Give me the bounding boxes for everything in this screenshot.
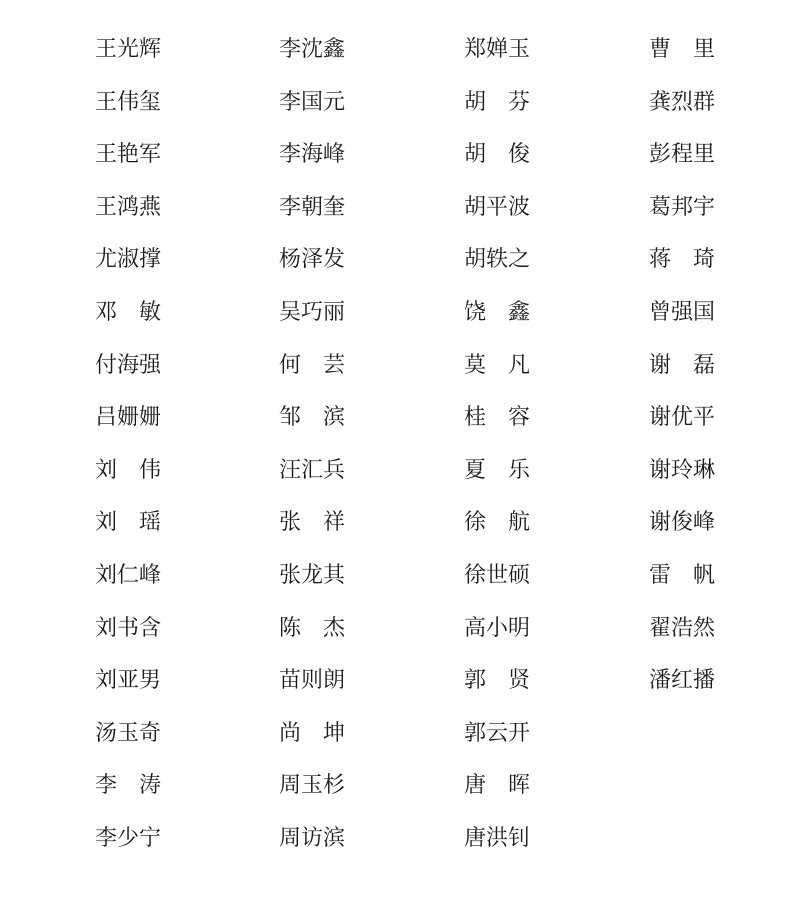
name-entry: 龚烈群 [649, 89, 716, 115]
name-entry: 李国元 [279, 89, 346, 115]
name-entry: 胡平波 [464, 194, 531, 220]
name-entry: 谢 磊 [649, 352, 716, 378]
name-entry: 刘书含 [95, 615, 162, 641]
name-entry: 夏 乐 [464, 457, 531, 483]
name-entry: 汪汇兵 [279, 457, 346, 483]
name-entry: 胡轶之 [464, 247, 531, 273]
name-entry: 刘仁峰 [95, 562, 162, 588]
name-entry: 唐洪钊 [464, 825, 531, 851]
name-entry: 李 涛 [95, 773, 162, 799]
name-entry: 吕姗姗 [95, 405, 162, 431]
name-entry: 苗则朗 [279, 668, 346, 694]
name-entry: 雷 帆 [649, 562, 716, 588]
name-entry: 张龙其 [279, 562, 346, 588]
name-entry: 蒋 琦 [649, 247, 716, 273]
name-entry: 邹 滨 [279, 405, 346, 431]
name-entry: 李朝奎 [279, 194, 346, 220]
name-column-1 [95, 24, 205, 866]
name-entry: 李海峰 [279, 142, 346, 168]
name-entry: 潘红播 [649, 668, 716, 694]
name-entry: 翟浩然 [649, 615, 716, 641]
name-entry: 葛邦宇 [649, 194, 716, 220]
name-entry: 王艳军 [95, 142, 162, 168]
name-entry: 王光辉 [95, 37, 162, 62]
name-entry: 胡 芬 [464, 89, 531, 115]
name-entry: 高小明 [464, 615, 531, 641]
name-entry: 徐 航 [464, 510, 531, 536]
name-entry: 付海强 [95, 352, 162, 378]
name-entry: 汤玉奇 [95, 720, 162, 746]
name-entry: 刘 伟 [95, 457, 162, 483]
name-entry: 王伟玺 [95, 89, 162, 115]
name-entry: 刘 瑶 [95, 510, 162, 536]
name-column-2 [279, 24, 389, 866]
name-entry: 胡 俊 [464, 142, 531, 168]
name-entry: 郭云开 [464, 720, 531, 746]
name-entry: 陈 杰 [279, 615, 346, 641]
name-entry: 郑婵玉 [464, 37, 531, 62]
name-entry: 曹 里 [649, 37, 716, 62]
name-entry: 谢玲琳 [649, 457, 716, 483]
name-entry: 彭程里 [649, 142, 716, 168]
name-entry: 谢优平 [649, 405, 716, 431]
name-entry: 吴巧丽 [279, 299, 346, 325]
name-entry: 徐世硕 [464, 562, 531, 588]
name-entry: 周访滨 [279, 825, 346, 851]
name-entry: 谢俊峰 [649, 510, 716, 536]
name-entry: 周玉杉 [279, 773, 346, 799]
name-entry: 唐 晖 [464, 773, 531, 799]
name-entry: 莫 凡 [464, 352, 531, 378]
name-entry: 刘亚男 [95, 668, 162, 694]
name-entry: 张 祥 [279, 510, 346, 536]
name-column-3 [464, 24, 574, 866]
name-entry: 何 芸 [279, 352, 346, 378]
name-entry: 郭 贤 [464, 668, 531, 694]
name-entry: 饶 鑫 [464, 299, 531, 325]
name-entry: 杨泽发 [279, 247, 346, 273]
name-entry: 王鸿燕 [95, 194, 162, 220]
name-entry: 李沈鑫 [279, 37, 346, 62]
name-entry: 曾强国 [649, 299, 716, 325]
name-entry: 尤淑撑 [95, 247, 162, 273]
name-entry: 桂 容 [464, 405, 531, 431]
name-entry: 尚 坤 [279, 720, 346, 746]
name-entry: 李少宁 [95, 825, 162, 851]
name-column-4 [649, 24, 759, 708]
name-entry: 邓 敏 [95, 299, 162, 325]
